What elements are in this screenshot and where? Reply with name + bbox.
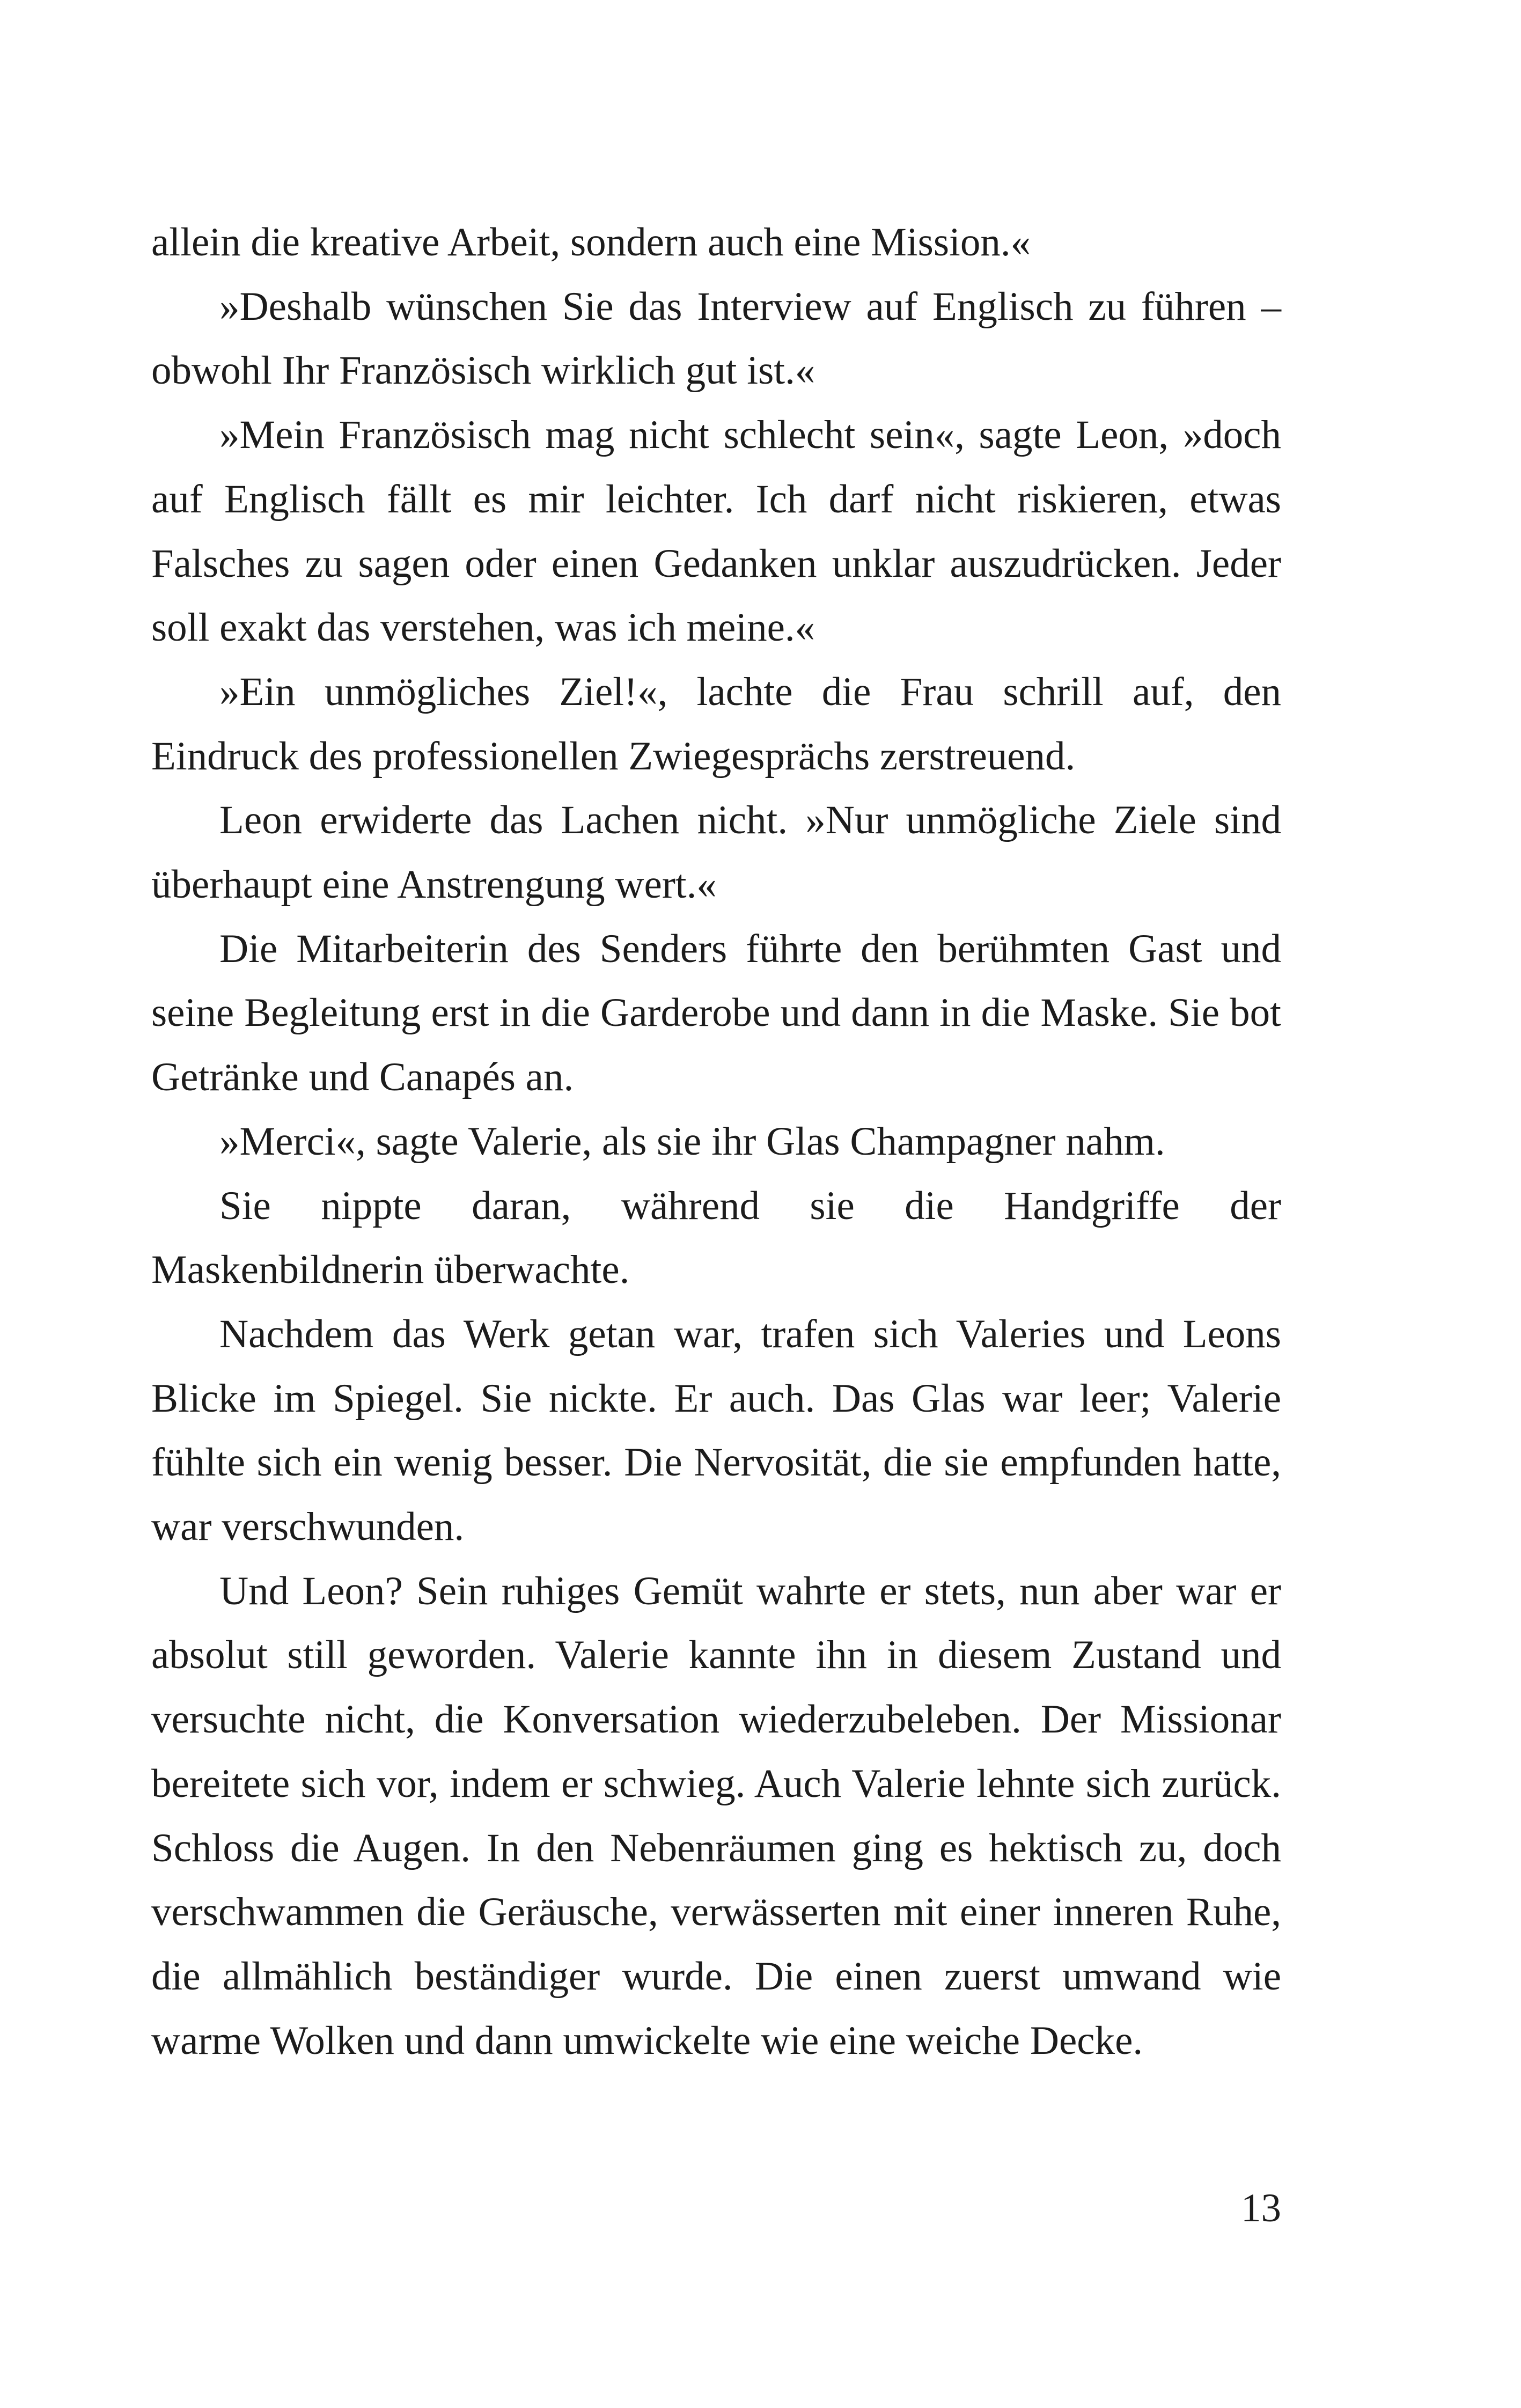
paragraph: Nachdem das Werk getan war, trafen sich Valeries und Leons Blicke im Spiegel. Sie nickte. Er auch. Das Glas war leer; Valerie fühlte sich ein wenig besser. Die Nervosität, die sie empfunden hatte, war verschwunden. <box>151 1311 1281 1550</box>
paragraph: »Ein unmögliches Ziel!«, lachte die Frau schrill auf, den Eindruck des professionellen Zwiegesprächs zerstreuend. <box>151 669 1281 779</box>
paragraph: »Deshalb wünschen Sie das Interview auf Englisch zu führen – obwohl Ihr Französisch wirklich gut ist.« <box>151 284 1281 393</box>
paragraph: Sie nippte daran, während sie die Handgriffe der Maskenbildnerin überwachte. <box>151 1183 1281 1293</box>
page-number: 13 <box>1241 2186 1281 2230</box>
paragraph: »Merci«, sagte Valerie, als sie ihr Glas Champagner nahm. <box>219 1119 1165 1164</box>
paragraph: Und Leon? Sein ruhiges Gemüt wahrte er stets, nun aber war er absolut still geworden. Valerie kannte ihn in diesem Zustand und versuchte nicht, die Konversation wiederzubeleben. Der Missionar bereitete sich vor, indem er schwieg. Auch Valerie lehnte sich zurück. Schloss die Augen. In den Nebenräumen ging es hektisch zu, doch verschwammen die Geräusche, verwässerten mit einer inneren Ruhe, die allmählich beständiger wurde. Die einen zuerst umwand wie warme Wolken und dann umwickelte wie eine weiche Decke. <box>151 1568 1281 2063</box>
paragraph: »Mein Französisch mag nicht schlecht sein«, sagte Leon, »doch auf Englisch fällt es mir leichter. Ich darf nicht riskieren, etwas Falsches zu sagen oder einen Gedanken unklar auszudrücken. Jeder soll exakt das verstehen, was ich meine.« <box>151 413 1281 650</box>
body-text <box>151 210 1281 2073</box>
paragraph: Leon erwiderte das Lachen nicht. »Nur unmögliche Ziele sind überhaupt eine Anstrengung wert.« <box>151 798 1281 907</box>
paragraph: Die Mitarbeiterin des Senders führte den berühmten Gast und seine Begleitung erst in die Garderobe und dann in die Maske. Sie bot Getränke und Canapés an. <box>151 926 1281 1100</box>
paragraph: allein die kreative Arbeit, sondern auch eine Mission.« <box>151 220 1031 265</box>
